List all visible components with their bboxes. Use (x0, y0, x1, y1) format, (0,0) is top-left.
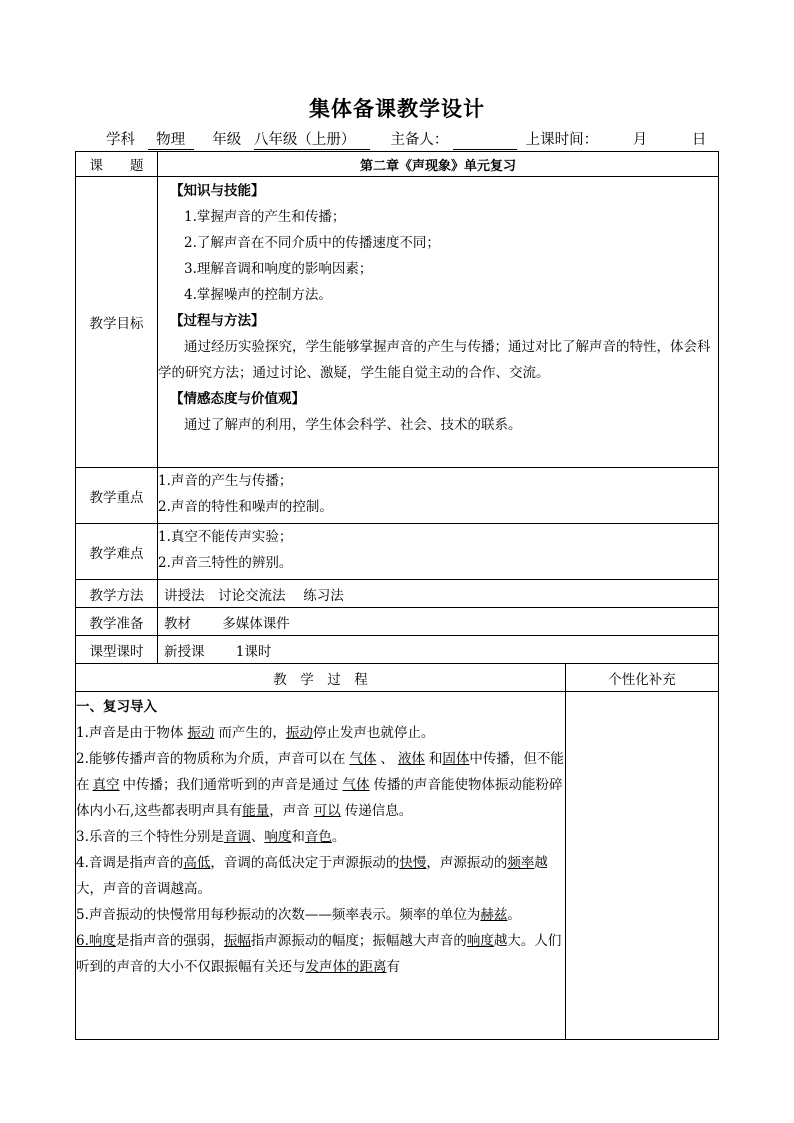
goal-item: 2.了解声音在不同介质中的传播速度不同； (184, 235, 440, 251)
process-item-1 (76, 720, 565, 746)
blank-answer: 高低 (183, 855, 211, 871)
month-label: 月 (632, 132, 648, 148)
text: 传递信息。 (344, 803, 413, 819)
goal-heading-emotion: 【情感态度与价值观】 (170, 391, 305, 407)
text: 中传播；我们通常听到的声音是通过 (122, 777, 339, 793)
blank-answer: 能量 (242, 803, 270, 819)
text: 。 (507, 907, 521, 923)
method-value: 讲授法 讨论交流法 练习法 (158, 580, 719, 608)
blank-answer: 发声体的距离 (305, 959, 387, 975)
goal-emotion-text: 通过了解声的利用，学生体会科学、社会、技术的联系。 (184, 417, 522, 433)
text: 越大。人们听到的声音的大小不仅跟振幅有关还与 (76, 933, 562, 975)
goal-heading-process: 【过程与方法】 (170, 313, 265, 329)
blank-answer: 响度 (264, 829, 292, 845)
text: 5.声音振动的快慢常用每秒振动的次数——频率表示。频率的单位为 (76, 907, 481, 923)
blank-answer: 液体 (397, 751, 425, 767)
text: 2.能够传播声音的物质称为介质，声音可以在 (76, 751, 346, 767)
difficulty-label: 教学难点 (76, 524, 158, 580)
process-item-3 (76, 824, 565, 850)
blank-answer: 频率 (507, 855, 535, 871)
blank-answer: 气体 (342, 777, 370, 793)
topic-value: 第二章《声现象》单元复习 (158, 152, 719, 177)
key-label: 教学重点 (76, 468, 158, 524)
goal-process-text: 通过经历实验探究，学生能够掌握声音的产生与传播；通过对比了解声音的特性，体会科学的研究方法；通过讨论、激疑，学生能自觉主动的合作、交流。 (158, 339, 711, 381)
prep-value: 教材 多媒体课件 (158, 608, 719, 636)
grade-value: 八年级（上册） (254, 128, 370, 150)
text: 3.乐音的三个特性分别是 (76, 829, 224, 845)
prep-label: 教学准备 (76, 608, 158, 636)
blank-answer: 振动 (187, 725, 215, 741)
text: 而产生的， (218, 725, 286, 741)
goal-heading-knowledge: 【知识与技能】 (170, 183, 265, 199)
text: ，音调的高低决定于声源振动的 (210, 855, 400, 871)
key-content (158, 468, 719, 524)
blank-answer: 赫兹 (480, 907, 508, 923)
blank-answer: 气体 (349, 751, 377, 767)
process-item-2 (76, 746, 565, 824)
goals-content (158, 177, 719, 468)
section-heading: 一、复习导入 (76, 699, 157, 715)
supplement-cell (566, 692, 719, 1040)
grade-label: 年级 (212, 132, 242, 148)
process-item-5 (76, 902, 565, 928)
type-value: 新授课 1课时 (158, 636, 719, 664)
goal-item: 1.掌握声音的产生和传播； (184, 209, 346, 225)
day-label: 日 (691, 132, 707, 148)
difficulty-item: 2.声音三特性的辨别。 (158, 555, 293, 571)
goal-item: 4.掌握噪声的控制方法。 (184, 287, 332, 303)
key-item: 1.声音的产生与传播； (158, 473, 293, 489)
text: 1.声音是由于物体 (76, 725, 184, 741)
date-label: 上课时间： (525, 132, 599, 148)
meta-line (106, 128, 706, 150)
text: 有 (386, 959, 400, 975)
text: 6. (76, 933, 89, 949)
text: ，声源振动的 (426, 855, 508, 871)
difficulty-item: 1.真空不能传声实验； (158, 529, 293, 545)
topic-label: 课 题 (76, 152, 158, 177)
page-title: 集体备课教学设计 (309, 97, 485, 121)
author-value (453, 132, 517, 150)
text: 越大，声音的音调越高。 (76, 855, 548, 897)
text: 是指声音的强弱， (115, 933, 224, 949)
lesson-table (75, 151, 719, 1040)
text: 中传播，但不能在 (76, 751, 564, 793)
key-item: 2.声音的特性和噪声的控制。 (158, 499, 333, 515)
process-header: 教 学 过 程 (76, 664, 566, 692)
process-item-6 (76, 928, 565, 980)
text: 指声源振动的幅度；振幅越大声音的 (250, 933, 467, 949)
author-label: 主备人： (390, 132, 449, 148)
goals-label: 教学目标 (76, 177, 158, 468)
text: 和 (428, 751, 443, 767)
blank-answer: 可以 (313, 803, 341, 819)
blank-answer: 音调 (223, 829, 251, 845)
text: 和 (291, 829, 305, 845)
subject-value: 物理 (148, 128, 194, 150)
goal-item: 3.理解音调和响度的影响因素； (184, 261, 373, 277)
blank-answer: 快慢 (399, 855, 427, 871)
blank-answer: 响度 (466, 933, 494, 949)
text: 、 (380, 751, 394, 767)
text: 、 (250, 829, 265, 845)
blank-answer: 振幅 (223, 933, 251, 949)
supplement-header: 个性化补充 (566, 664, 719, 692)
text: 停止发声也就停止。 (312, 725, 435, 741)
text: 4.音调是指声音的 (76, 855, 184, 871)
blank-answer: 固体 (442, 751, 470, 767)
type-label: 课型课时 (76, 636, 158, 664)
blank-answer: 振动 (285, 725, 313, 741)
subject-label: 学科 (106, 132, 135, 148)
text: 。 (331, 829, 346, 845)
blank-answer: 响度 (88, 933, 116, 949)
text: 传播的声音能使物体振动能粉碎体内小石,这些都表明声具有 (76, 777, 563, 819)
blank-answer: 真空 (92, 777, 120, 793)
method-label: 教学方法 (76, 580, 158, 608)
blank-answer: 音色 (304, 829, 332, 845)
process-item-4 (76, 850, 565, 902)
difficulty-content (158, 524, 719, 580)
text: ，声音 (269, 803, 310, 819)
process-content (76, 692, 566, 1040)
